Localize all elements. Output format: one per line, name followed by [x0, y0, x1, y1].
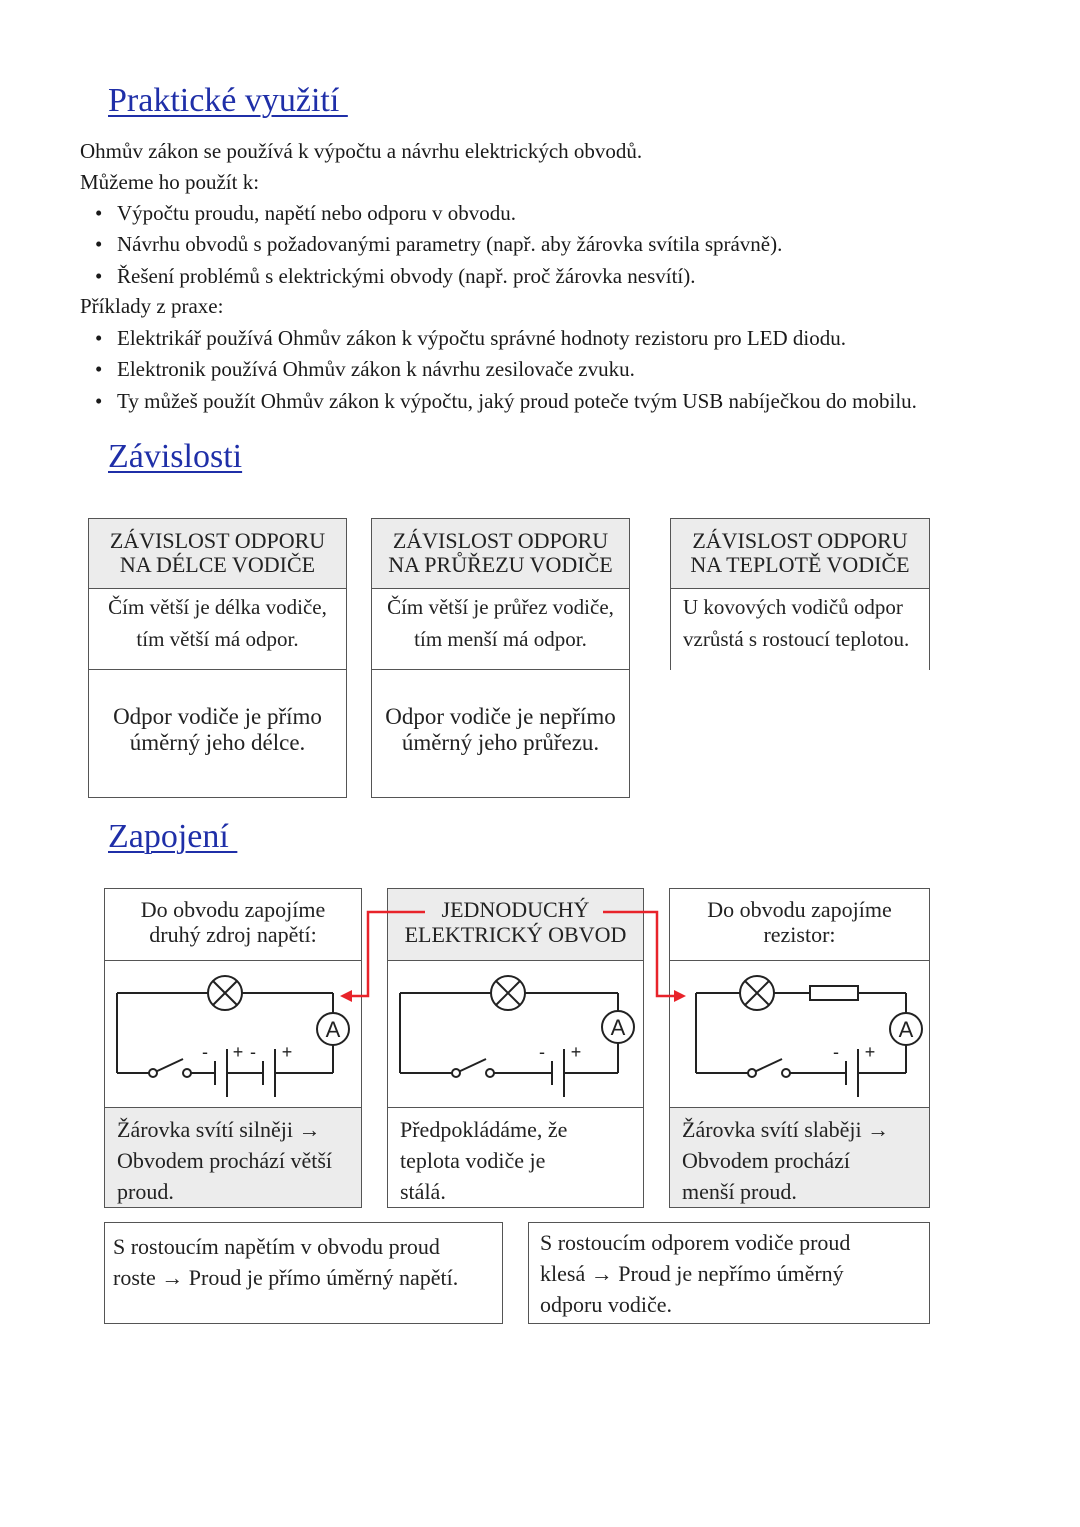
- note-line: odporu vodiče.: [540, 1292, 672, 1317]
- ammeter-label: A: [610, 1015, 626, 1040]
- dependency-box-body: [89, 589, 346, 669]
- examples-list: [80, 323, 917, 417]
- connector-arrows: [330, 895, 700, 1010]
- panel-footer: [670, 1107, 929, 1207]
- footer-line: Obvodem prochází: [682, 1148, 850, 1173]
- header-line: Do obvodu zapojíme: [140, 897, 326, 922]
- panel-header: [105, 889, 361, 961]
- minus-sign: -: [250, 1042, 256, 1062]
- header-line: ELEKTRICKÝ OBVOD: [404, 922, 627, 947]
- header-line: JEDNODUCHÝ: [441, 897, 590, 922]
- dependency-box-body: [671, 589, 929, 669]
- body-line: Čím větší je délka vodiče,: [108, 595, 327, 619]
- list-item: • Ty můžeš použít Ohmův zákon k výpočtu, jaký proud poteče tvým USB nabíječkou do mobilu.: [80, 386, 917, 417]
- footer-line: Žárovka svítí silněji →: [117, 1117, 321, 1142]
- body-line: U kovových vodičů odpor: [683, 595, 903, 619]
- footer-line: Předpokládáme, že: [400, 1117, 568, 1142]
- plus-sign: +: [864, 1042, 876, 1062]
- header-line: NA TEPLOTĚ VODIČE: [690, 552, 910, 577]
- list-item: • Elektronik používá Ohmův zákon k návrhu zesilovače zvuku.: [80, 354, 917, 385]
- footer-line: úměrný jeho průřezu.: [401, 730, 600, 755]
- circuit-svg: [670, 961, 929, 1107]
- footer-line: Obvodem prochází větší: [117, 1148, 333, 1173]
- note-line: klesá → Proud je nepřímo úměrný: [540, 1261, 844, 1286]
- footer-line: menší proud.: [682, 1179, 797, 1204]
- header-line: Do obvodu zapojíme: [707, 897, 892, 922]
- circuit-diagram-resistor: [670, 961, 929, 1107]
- dependency-box-header: [671, 519, 929, 589]
- dependency-box-header: [89, 519, 346, 589]
- panel-footer: [105, 1107, 361, 1207]
- intro-text: Ohmův zákon se používá k výpočtu a návrhu elektrických obvodů.: [80, 139, 643, 163]
- uses-label: Můžeme ho použít k:: [80, 170, 260, 194]
- ammeter-label: A: [898, 1017, 914, 1042]
- plus-sign: +: [281, 1042, 293, 1062]
- heading-zapojeni: Zapojení: [108, 818, 238, 855]
- note-resistance: [528, 1222, 930, 1324]
- uses-list: [80, 198, 782, 292]
- body-line: vzrůstá s rostoucí teplotou.: [683, 627, 910, 651]
- dependency-box-header: [372, 519, 629, 589]
- header-line: NA DÉLCE VODIČE: [119, 552, 316, 577]
- ammeter-label: A: [325, 1017, 341, 1042]
- footer-line: stálá.: [400, 1179, 446, 1204]
- minus-sign: -: [202, 1042, 208, 1062]
- dependency-box-cross-section: [371, 518, 630, 798]
- header-line: rezistor:: [763, 922, 836, 947]
- arrow-to-right-panel: [603, 912, 686, 1002]
- header-line: druhý zdroj napětí:: [149, 922, 317, 947]
- list-item: • Řešení problémů s elektrickými obvody (např. proč žárovka nesvítí).: [80, 261, 782, 292]
- plus-sign: +: [570, 1042, 582, 1062]
- circuit-diagram-two-sources: [105, 961, 361, 1107]
- arrow-to-left-panel: [340, 912, 425, 1002]
- footer-line: Žárovka svítí slaběji →: [682, 1117, 890, 1142]
- circuit-panel-two-sources: [104, 888, 362, 1208]
- note-voltage: [104, 1222, 503, 1324]
- heading-zavislosti: Závislosti: [108, 438, 243, 475]
- minus-sign: -: [833, 1042, 839, 1062]
- dependency-box-footer: [89, 669, 346, 797]
- dependency-box-footer: [372, 669, 629, 797]
- header-line: ZÁVISLOST ODPORU: [692, 528, 908, 553]
- list-item: • Elektrikář používá Ohmův zákon k výpočtu správné hodnoty rezistoru pro LED diodu.: [80, 323, 917, 354]
- header-line: ZÁVISLOST ODPORU: [109, 528, 326, 553]
- footer-line: Odpor vodiče je nepřímo: [385, 704, 616, 729]
- note-line: S rostoucím napětím v obvodu proud: [113, 1234, 440, 1259]
- footer-line: teplota vodiče je: [400, 1148, 546, 1173]
- examples-label: Příklady z praxe:: [80, 294, 224, 318]
- minus-sign: -: [539, 1042, 545, 1062]
- dependency-box-temperature: [670, 518, 930, 670]
- plus-sign: +: [232, 1042, 244, 1062]
- panel-footer: [388, 1107, 643, 1207]
- footer-line: Odpor vodiče je přímo: [113, 704, 322, 729]
- footer-line: proud.: [117, 1179, 174, 1204]
- body-line: tím menší má odpor.: [414, 627, 587, 651]
- body-line: tím větší má odpor.: [136, 627, 299, 651]
- body-line: Čím větší je průřez vodiče,: [387, 595, 614, 619]
- circuit-panel-resistor: [669, 888, 930, 1208]
- list-item: • Výpočtu proudu, napětí nebo odporu v obvodu.: [80, 198, 782, 229]
- note-line: roste → Proud je přímo úměrný napětí.: [113, 1265, 459, 1290]
- dependency-box-length: [88, 518, 347, 798]
- heading-prakticke-vyuziti: Praktické využití: [108, 82, 348, 119]
- panel-header: [670, 889, 929, 961]
- footer-line: úměrný jeho délce.: [129, 730, 306, 755]
- note-line: S rostoucím odporem vodiče proud: [540, 1230, 851, 1255]
- circuit-svg: [105, 961, 361, 1107]
- list-item: • Návrhu obvodů s požadovanými parametry (např. aby žárovka svítila správně).: [80, 229, 782, 260]
- header-line: NA PRŮŘEZU VODIČE: [388, 552, 613, 577]
- header-line: ZÁVISLOST ODPORU: [392, 528, 609, 553]
- dependency-box-body: [372, 589, 629, 669]
